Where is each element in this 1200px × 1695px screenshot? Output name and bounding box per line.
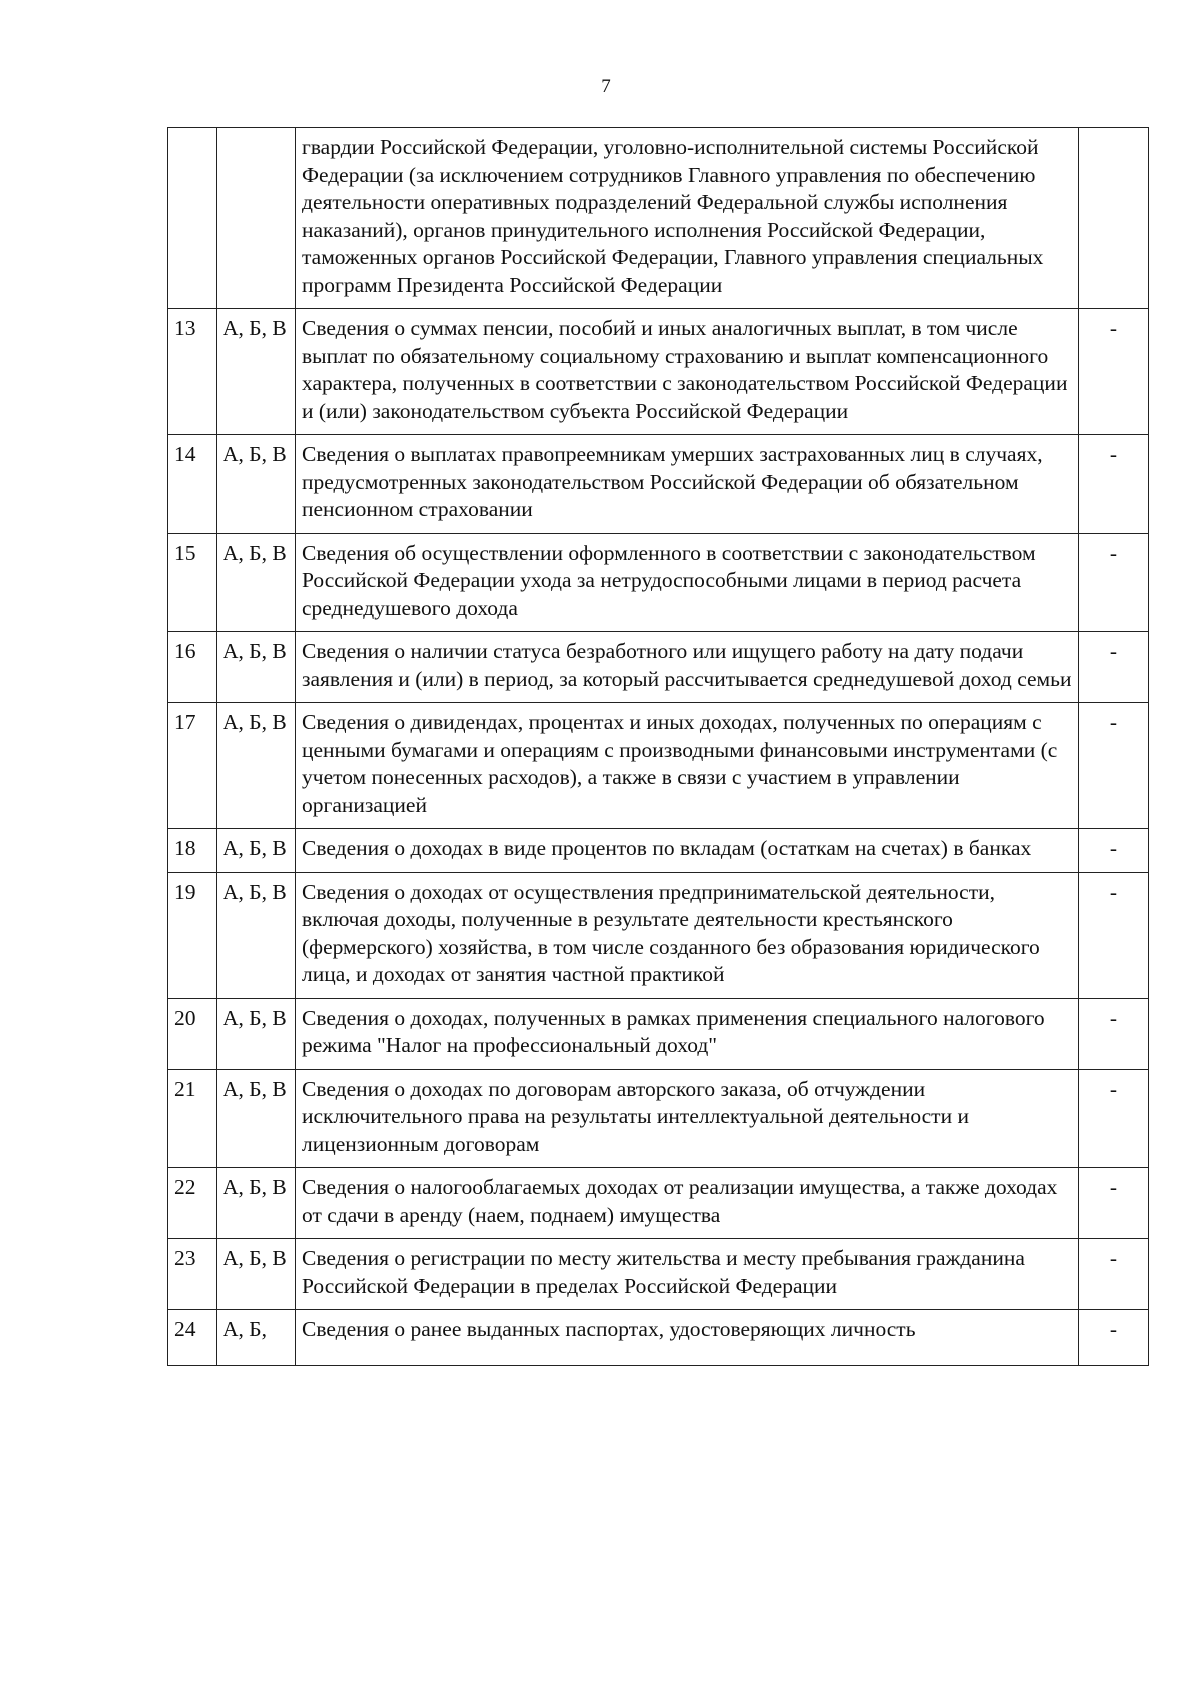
page-number: 7 (601, 76, 611, 97)
row-note-cell: - (1079, 1168, 1149, 1239)
row-number-cell: 14 (168, 435, 217, 534)
row-description-cell: Сведения о налогооблагаемых доходах от реализации имущества, а также доходах от сдачи в аренду (наем, поднаем) имущества (296, 1168, 1079, 1239)
row-number-cell (168, 128, 217, 309)
row-description-cell: Сведения о выплатах правопреемникам умерших застрахованных лиц в случаях, предусмотренных законодательством Российской Федерации об обязательном пенсионном страховании (296, 435, 1079, 534)
table-row (168, 533, 1149, 632)
table-row (168, 1069, 1149, 1168)
row-description-cell: Сведения об осуществлении оформленного в соответствии с законодательством Российской Федерации ухода за нетрудоспособными лицами в период расчета среднедушевого дохода (296, 533, 1079, 632)
row-category-cell: А, Б, В (217, 1069, 296, 1168)
row-category-cell: А, Б, В (217, 1239, 296, 1310)
row-number-cell: 20 (168, 998, 217, 1069)
row-note-cell: - (1079, 872, 1149, 998)
row-category-cell: А, Б, В (217, 435, 296, 534)
table-row (168, 1168, 1149, 1239)
row-description-cell: Сведения о ранее выданных паспортах, удостоверяющих личность (296, 1310, 1079, 1366)
row-description-cell: Сведения о регистрации по месту жительства и месту пребывания гражданина Российской Федерации в пределах Российской Федерации (296, 1239, 1079, 1310)
row-number-cell: 18 (168, 829, 217, 873)
requirements-table (167, 127, 1149, 1366)
row-note-cell: - (1079, 1310, 1149, 1366)
row-category-cell: А, Б, В (217, 533, 296, 632)
row-category-cell: А, Б, В (217, 703, 296, 829)
row-note-cell: - (1079, 632, 1149, 703)
row-note-cell: - (1079, 703, 1149, 829)
table-row (168, 829, 1149, 873)
row-category-cell: А, Б, (217, 1310, 296, 1366)
row-description-cell: Сведения о наличии статуса безработного или ищущего работу на дату подачи заявления и (или) в период, за который рассчитывается среднедушевой доход семьи (296, 632, 1079, 703)
row-description-cell: Сведения о дивидендах, процентах и иных доходах, полученных по операциям с ценными бумагами и операциям с производными финансовыми инструментами (с учетом понесенных расходов), а также в связи с участием в управлении организацией (296, 703, 1079, 829)
table-row (168, 632, 1149, 703)
row-number-cell: 17 (168, 703, 217, 829)
table-row-continuation (168, 128, 1149, 309)
row-note-cell: - (1079, 829, 1149, 873)
row-note-cell: - (1079, 435, 1149, 534)
row-description-cell: Сведения о доходах, полученных в рамках применения специального налогового режима "Налог на профессиональный доход" (296, 998, 1079, 1069)
row-number-cell: 19 (168, 872, 217, 998)
row-note-cell: - (1079, 533, 1149, 632)
row-number-cell: 13 (168, 309, 217, 435)
row-description-cell: Сведения о суммах пенсии, пособий и иных аналогичных выплат, в том числе выплат по обязательному социальному страхованию и выплат компенсационного характера, полученных в соответствии с законодательством Российской Федерации и (или) законодательством субъекта Российской Федерации (296, 309, 1079, 435)
row-description-cell: гвардии Российской Федерации, уголовно-исполнительной системы Российской Федерации (за исключением сотрудников Главного управления по обеспечению деятельности оперативных подразделений Федеральной службы исполнения наказаний), органов принудительного исполнения Российской Федерации, таможенных органов Российской Федерации, Главного управления специальных программ Президента Российской Федерации (296, 128, 1079, 309)
row-description-cell: Сведения о доходах от осуществления предпринимательской деятельности, включая доходы, полученные в результате деятельности крестьянского (фермерского) хозяйства, в том числе созданного без образования юридического лица, и доходах от занятия частной практикой (296, 872, 1079, 998)
row-description-cell: Сведения о доходах в виде процентов по вкладам (остаткам на счетах) в банках (296, 829, 1079, 873)
row-note-cell: - (1079, 998, 1149, 1069)
row-number-cell: 21 (168, 1069, 217, 1168)
row-number-cell: 16 (168, 632, 217, 703)
table-row (168, 703, 1149, 829)
row-category-cell: А, Б, В (217, 309, 296, 435)
table-row (168, 435, 1149, 534)
row-number-cell: 24 (168, 1310, 217, 1366)
table-row (168, 998, 1149, 1069)
table-row (168, 872, 1149, 998)
row-category-cell (217, 128, 296, 309)
row-note-cell (1079, 128, 1149, 309)
row-description-cell: Сведения о доходах по договорам авторского заказа, об отчуждении исключительного права на результаты интеллектуальной деятельности и лицензионным договорам (296, 1069, 1079, 1168)
row-note-cell: - (1079, 1239, 1149, 1310)
row-category-cell: А, Б, В (217, 998, 296, 1069)
row-number-cell: 22 (168, 1168, 217, 1239)
row-category-cell: А, Б, В (217, 872, 296, 998)
row-note-cell: - (1079, 1069, 1149, 1168)
table-row (168, 1239, 1149, 1310)
row-number-cell: 15 (168, 533, 217, 632)
row-note-cell: - (1079, 309, 1149, 435)
table-body (168, 128, 1149, 1366)
row-number-cell: 23 (168, 1239, 217, 1310)
row-category-cell: А, Б, В (217, 632, 296, 703)
table-row (168, 1310, 1149, 1366)
row-category-cell: А, Б, В (217, 1168, 296, 1239)
row-category-cell: А, Б, В (217, 829, 296, 873)
table-row (168, 309, 1149, 435)
